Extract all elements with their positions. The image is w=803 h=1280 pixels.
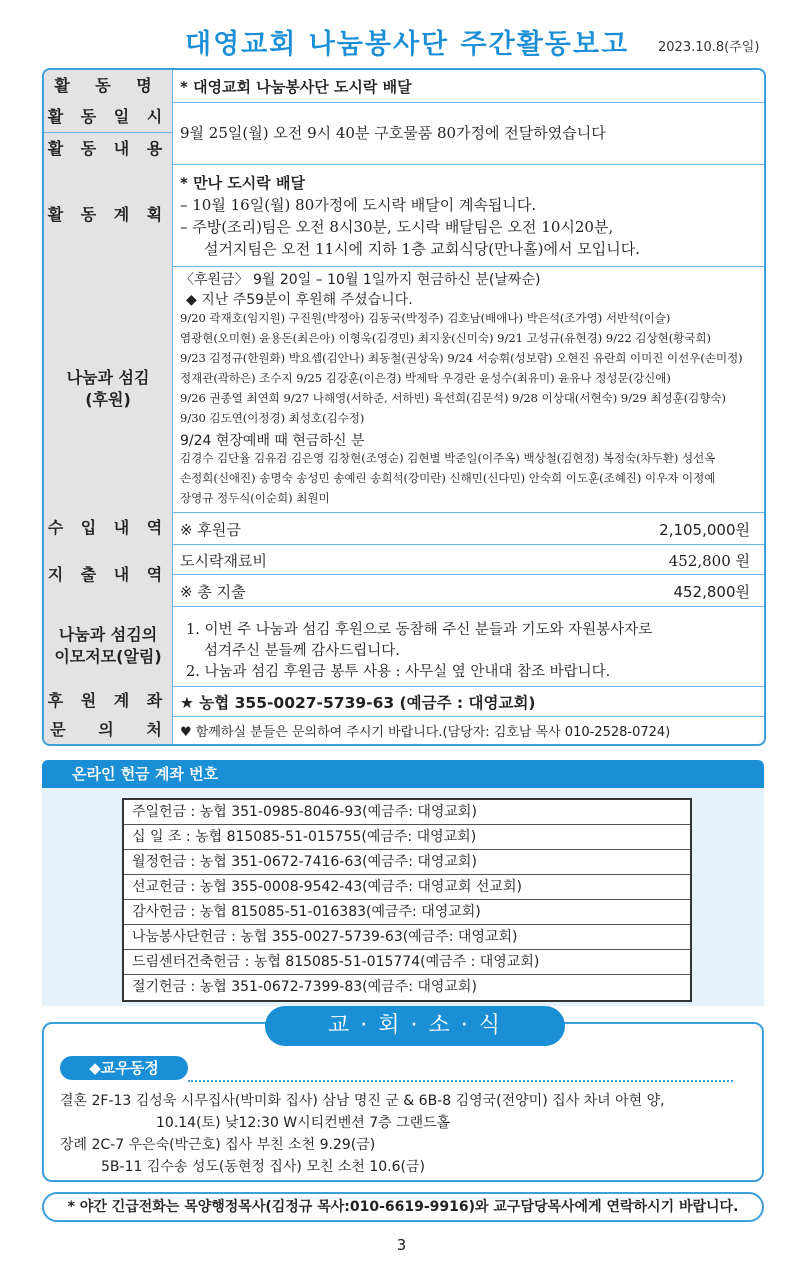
church-news-title: 교 · 회 · 소 · 식 (265, 1006, 565, 1046)
notice-line: 2. 나눔과 섬김 후원금 봉투 사용 : 사무실 옆 안내대 참조 바랍니다. (186, 664, 611, 680)
plan-line: * 만나 도시락 배달 (180, 174, 305, 192)
plan-label: 활 동 계 획 (44, 164, 173, 266)
onsite-donor-line: 장영규 정두식(이순희) 최원미 (180, 491, 330, 505)
income-label: 수 입 내 역 (44, 512, 173, 544)
activity-name-label: 활 동 명 (44, 70, 173, 102)
contact-row (44, 716, 764, 744)
news-line: 결혼 2F-13 김성욱 시무집사(박미화 집사) 삼남 명진 군 & 6B-8 김영국(전양미) 집사 차녀 아현 양, (60, 1093, 665, 1109)
sharing-label-sub: (후원) (85, 390, 131, 409)
activity-date-row (44, 102, 764, 165)
account-line: 월정헌금 : 농협 351-0672-7416-63(예금주: 대영교회) (124, 850, 690, 875)
expense-label: 지 출 내 역 (44, 544, 173, 606)
donor-line: 9/26 권종열 최연희 9/27 나해영(서하준, 서하빈) 육선희(김문석) 9/28 이상대(서현숙) 9/29 최성훈(김향숙) (180, 391, 726, 405)
page-number: 3 (396, 1236, 407, 1254)
emergency-contact-notice: * 야간 긴급전화는 목양행정목사(김정규 목사:010-6619-9916)와 교구담당목사에게 연락하시기 바랍니다. (42, 1192, 764, 1222)
income-row (44, 512, 764, 545)
sharing-row (44, 266, 764, 513)
contact-label: 문 의 처 (44, 716, 173, 744)
sharing-heading: 〈후원금〉 9월 20일 – 10월 1일까지 현금하신 분(날짜순) (180, 272, 541, 288)
notice-line: 섬겨주신 분들께 감사드립니다. (204, 643, 400, 659)
plan-line: 설거지팀은 오전 11시에 지하 1층 교회식당(만나홀)에서 모입니다. (204, 240, 640, 258)
activity-report-table (42, 68, 766, 746)
expense-total-amount: 452,800원 (673, 583, 750, 601)
page-title: 대영교회 나눔봉사단 주간활동보고 (185, 29, 630, 60)
plan-line: – 10월 16일(월) 80가정에 도시락 배달이 계속됩니다. (180, 196, 537, 214)
activity-content-label: 활 동 내 용 (47, 139, 169, 158)
plan-row (44, 164, 764, 267)
activity-date-value: 9월 25일(월) 오전 9시 40분 구호물품 80가정에 전달하였습니다 (180, 124, 606, 142)
report-date: 2023.10.8(주일) (658, 40, 760, 55)
donor-line: 9/20 곽재호(임지원) 구진원(박정아) 김동국(박정주) 김호남(배애나) 박은석(조가영) 서반석(이슬) (180, 311, 671, 325)
expense-amount: 452,800 원 (668, 552, 750, 570)
account-line: 절기헌금 : 농협 351-0672-7399-83(예금주: 대영교회) (132, 979, 477, 995)
dotted-divider (188, 1080, 733, 1082)
account-line: 선교헌금 : 농협 355-0008-9542-43(예금주: 대영교회 선교회) (124, 875, 690, 900)
donor-line: 9/23 김정규(한원화) 박요셉(김안나) 최동철(권상욱) 9/24 서승휘(성보람) 오현진 유란희 이미진 이선우(손미정) (180, 351, 743, 365)
sharing-subheading: ◆ 지난 주59분이 후원해 주셨습니다. (186, 292, 413, 308)
account-line: 감사헌금 : 농협 815085-51-016383(예금주: 대영교회) (124, 900, 690, 925)
notice-label: 나눔과 섬김의 (58, 625, 158, 645)
account-line: 나눔봉사단헌금 : 농협 355-0027-5739-63(예금주: 대영교회) (124, 925, 690, 950)
onsite-heading: 9/24 현장예배 때 현금하신 분 (180, 433, 365, 449)
contact-value: ♥ 함께하실 분들은 문의하여 주시기 바랍니다.(담당자: 김호남 목사 010-2528-0724) (180, 725, 671, 740)
account-row (44, 686, 764, 717)
news-line: 5B-11 김수송 성도(동현정 집사) 모친 소천 10.6(금) (101, 1159, 425, 1175)
account-label: 후 원 계 좌 (44, 686, 173, 716)
sharing-label: 나눔과 섬김 (66, 368, 150, 388)
notice-label-sub: 이모저모(알림) (54, 647, 162, 666)
news-line: 장례 2C-7 우은숙(박근호) 집사 부친 소천 9.29(금) (60, 1137, 376, 1153)
notice-row (44, 606, 764, 687)
account-line: 십 일 조 : 농협 815085-51-015755(예금주: 대영교회) (124, 825, 690, 850)
activity-date-label: 활 동 일 시 (44, 102, 172, 133)
donor-line: 염광현(오미현) 윤용돈(최은아) 이형욱(김경민) 최지웅(신미숙) 9/21 고성규(유현경) 9/22 김상현(황국희) (180, 331, 711, 345)
onsite-donor-line: 손정희(신애진) 송명숙 송성민 송예린 송희석(강미란) 신해민(신다민) 안숙희 이도훈(조혜진) 이우자 이정예 (180, 471, 716, 485)
expense-total-item: ※ 총 지출 (180, 583, 246, 601)
plan-line: – 주방(조리)팀은 오전 8시30분, 도시락 배달팀은 오전 10시20분, (180, 218, 614, 236)
member-news-tag: ◆교우동정 (60, 1056, 188, 1080)
expense-row (44, 544, 764, 607)
activity-name-value: * 대영교회 나눔봉사단 도시락 배달 (180, 78, 412, 96)
account-line: 드림센터건축헌금 : 농협 815085-51-015774(예금주 : 대영교회) (124, 950, 690, 975)
income-amount: 2,105,000원 (659, 521, 750, 539)
income-item: ※ 후원금 (180, 521, 241, 539)
donor-line: 9/30 김도연(이정경) 최성호(김수정) (180, 411, 365, 425)
online-accounts-panel (42, 788, 764, 1006)
news-line: 10.14(토) 낮12:30 W시티컨벤션 7층 그랜드홀 (156, 1115, 451, 1131)
online-accounts-header: 온라인 헌금 계좌 번호 (42, 760, 764, 788)
notice-line: 1. 이번 주 나눔과 섬김 후원으로 동참해 주신 분들과 기도와 자원봉사자로 (186, 622, 653, 638)
onsite-donor-line: 김경수 김단율 김유검 김은영 김창현(조영순) 김현별 박준일(이주옥) 백상철(김현정) 복정숙(차두환) 성선옥 (180, 451, 716, 465)
expense-item: 도시락재료비 (180, 552, 267, 570)
donor-line: 정재관(곽하은) 조수지 9/25 김강훈(이은경) 박제탁 우경란 윤성수(최유미) 윤유나 정성문(강신애) (180, 371, 671, 385)
account-line: 주일헌금 : 농협 351-0985-8046-93(예금주: 대영교회) (124, 800, 690, 825)
account-value: ★ 농협 355-0027-5739-63 (예금주 : 대영교회) (180, 694, 536, 712)
online-accounts-list (122, 798, 692, 1002)
activity-name-row (44, 70, 764, 103)
